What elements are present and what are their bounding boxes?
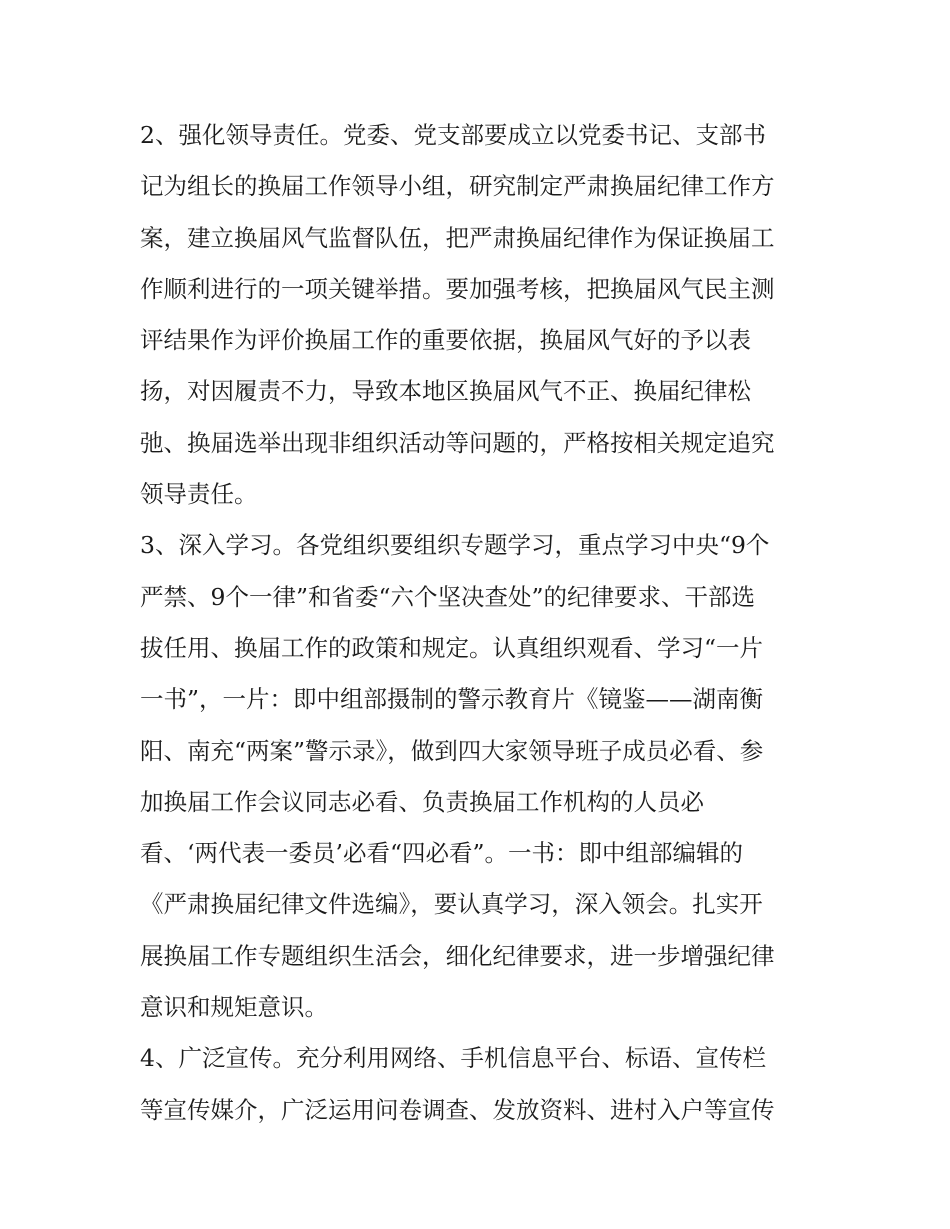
text-line: 2、强化领导责任。党委、党支部要成立以党委书记、支部书 — [140, 121, 766, 149]
text-line: 3、深入学习。各党组织要组织专题学习，重点学习中央“9个 — [140, 531, 770, 560]
text-line: 案，建立换届风气监督队伍，把严肃换届纪律作为保证换届工 — [140, 223, 775, 252]
text-line: 《严肃换届纪律文件选编》，要认真学习，深入领会。扎实开 — [140, 890, 763, 919]
text-line: 看、‘两代表一委员’必看“四必看”。一书：即中组部编辑的 — [140, 839, 743, 868]
text-line: 展换届工作专题组织生活会，细化纪律要求，进一步增强纪律 — [140, 941, 775, 970]
text-line: 记为组长的换届工作领导小组，研究制定严肃换届纪律工作方 — [140, 172, 775, 201]
text-line: 作顺利进行的一项关键举措。要加强考核，把换届风气民主测 — [140, 274, 775, 303]
text-line: 拔任用、换届工作的政策和规定。认真组织观看、学习“一片 — [140, 633, 764, 662]
text-line: 阳、南充“两案”警示录》，做到四大家领导班子成员必看、参 — [140, 736, 764, 765]
text-line: 严禁、9个一律”和省委“六个坚决查处”的纪律要求、干部选 — [140, 582, 755, 611]
text-line: 意识和规矩意识。 — [140, 993, 328, 1022]
document-body — [140, 110, 820, 1136]
text-line: 4、广泛宣传。充分利用网络、手机信息平台、标语、宣传栏 — [140, 1044, 766, 1073]
text-line: 扬，对因履责不力，导致本地区换届风气不正、换届纪律松 — [140, 377, 751, 406]
text-line: 等宣传媒介，广泛运用问卷调查、发放资料、进村入户等宣传 — [140, 1095, 775, 1124]
text-line: 加换届工作会议同志必看、负责换届工作机构的人员必 — [140, 787, 704, 816]
text-line: 弛、换届选举出现非组织活动等问题的，严格按相关规定追究 — [140, 428, 775, 457]
text-line: 一书”，一片：即中组部摄制的警示教育片《镜鉴——湖南衡 — [140, 685, 764, 714]
text-line: 领导责任。 — [140, 480, 258, 509]
text-line: 评结果作为评价换届工作的重要依据，换届风气好的予以表 — [140, 326, 751, 355]
